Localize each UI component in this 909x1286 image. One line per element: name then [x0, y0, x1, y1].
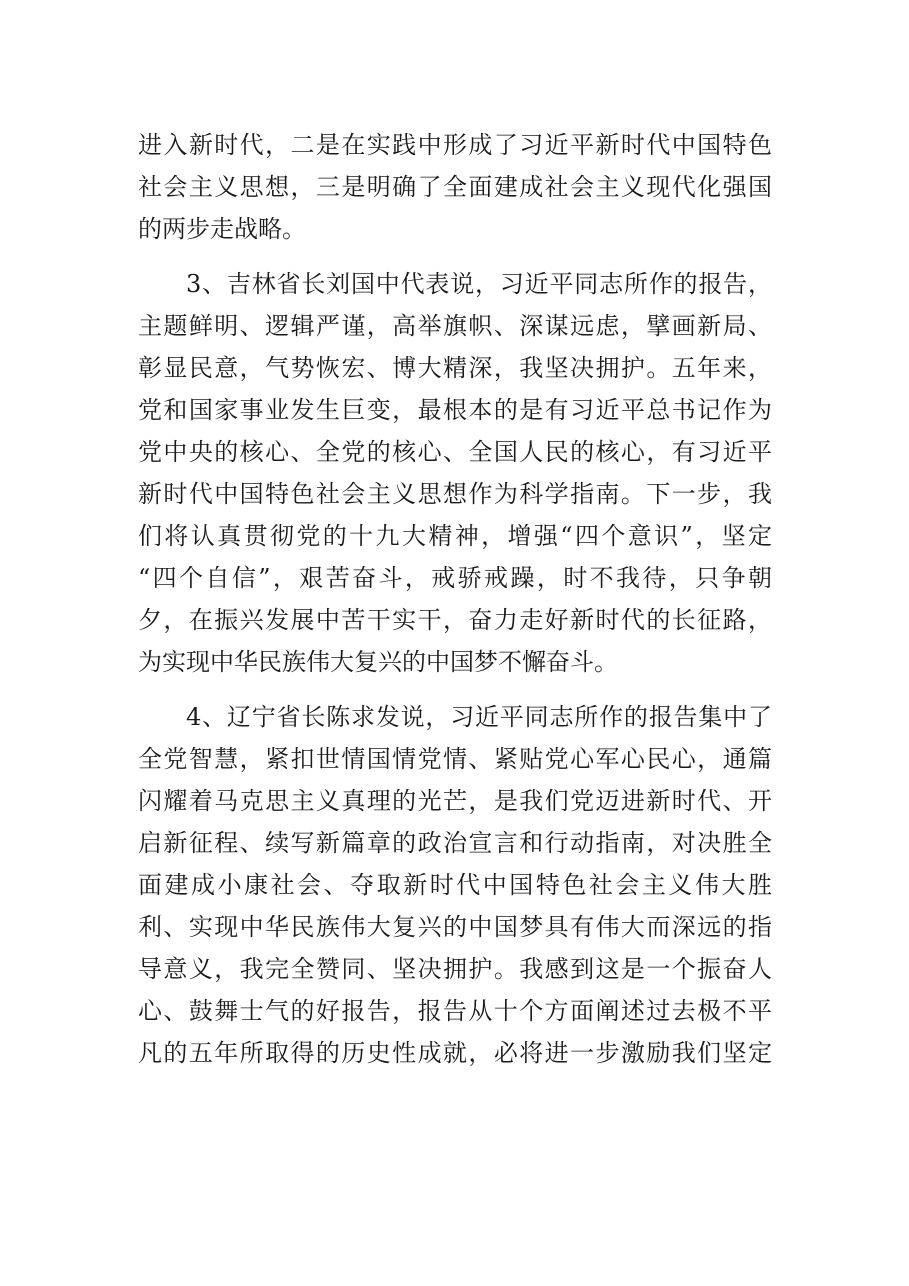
- text-line: 主题鲜明、逻辑严谨，高举旗帜、深谋远虑，擘画新局、: [138, 312, 772, 340]
- text-line: 3、吉林省长刘国中代表说，习近平同志所作的报告，: [186, 270, 772, 298]
- paragraph-1: [138, 124, 772, 250]
- text-line: 凡的五年所取得的历史性成就，必将进一步激励我们坚定: [138, 1039, 772, 1067]
- text-line: 社会主义思想，三是明确了全面建成社会主义现代化强国: [138, 173, 772, 201]
- text-line: 导意义，我完全赞同、坚决拥护。我感到这是一个振奋人: [138, 955, 772, 983]
- text-line: 4、辽宁省长陈求发说，习近平同志所作的报告集中了: [186, 703, 772, 731]
- text-line: 党和国家事业发生巨变，最根本的是有习近平总书记作为: [138, 396, 772, 424]
- text-line: 夕，在振兴发展中苦干实干，奋力走好新时代的长征路，: [138, 606, 772, 634]
- text-line: 彰显民意，气势恢宏、博大精深，我坚决拥护。五年来，: [138, 354, 772, 382]
- text-line: 为实现中华民族伟大复兴的中国梦不懈奋斗。: [138, 648, 618, 676]
- text-line: 心、鼓舞士气的好报告，报告从十个方面阐述过去极不平: [138, 997, 772, 1025]
- text-line: 的两步走战略。: [138, 215, 306, 243]
- text-line: 闪耀着马克思主义真理的光芒，是我们党迈进新时代、开: [138, 787, 772, 815]
- text-line: 全党智慧，紧扣世情国情党情、紧贴党心军心民心，通篇: [138, 745, 772, 773]
- document-body: [138, 124, 772, 1074]
- text-line: 利、实现中华民族伟大复兴的中国梦具有伟大而深远的指: [138, 913, 772, 941]
- text-line: 面建成小康社会、夺取新时代中国特色社会主义伟大胜: [138, 871, 772, 899]
- text-line: 新时代中国特色社会主义思想作为科学指南。下一步，我: [138, 480, 772, 508]
- paragraph-3: [138, 696, 772, 1074]
- text-line: 进入新时代，二是在实践中形成了习近平新时代中国特色: [138, 131, 772, 159]
- paragraph-gap: [138, 683, 772, 696]
- text-line: “四个自信”，艰苦奋斗，戒骄戒躁，时不我待，只争朝: [138, 564, 772, 592]
- text-line: 党中央的核心、全党的核心、全国人民的核心，有习近平: [138, 438, 772, 466]
- paragraph-2: [138, 263, 772, 683]
- text-line: 启新征程、续写新篇章的政治宣言和行动指南，对决胜全: [138, 829, 772, 857]
- text-line: 们将认真贯彻党的十九大精神，增强“四个意识”，坚定: [138, 522, 772, 550]
- paragraph-gap: [138, 250, 772, 263]
